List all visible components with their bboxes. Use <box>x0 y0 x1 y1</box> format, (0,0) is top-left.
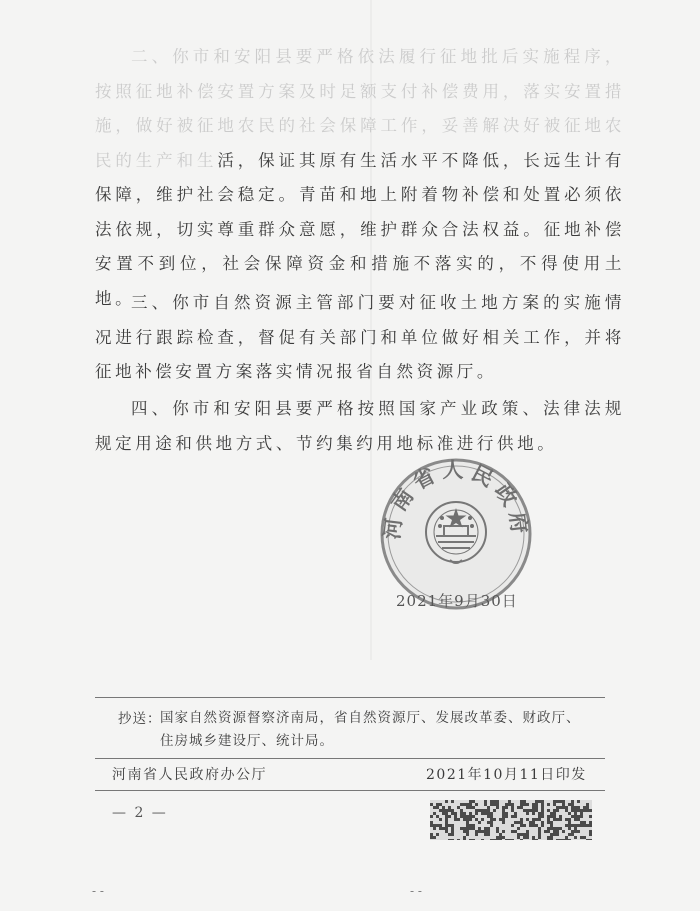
signature-date: 2021年9月30日 <box>396 592 518 610</box>
paragraph-two-text: 活，保证其原有生活水平不降低，长远生计有保障，维护社会稳定。青苗和地上附着物补偿和处置必须依法依规，切实尊重群众意愿，维护群众合法权益。征地补偿安置不到位，社会保障资金和措施不落实的，不得使用土地。 <box>95 150 625 308</box>
paragraph-four: 四、你市和安阳县要严格按照国家产业政策、法律法规规定用途和供地方式、节约集约用地标准进行供地。 <box>95 399 625 453</box>
paragraph-three: 三、你市自然资源主管部门要对征收土地方案的实施情况进行跟踪检查，督促有关部门和单位做好相关工作，并将征地补偿安置方案落实情况报省自然资源厅。 <box>95 293 625 381</box>
paragraph-two <box>95 40 625 316</box>
footer-rule-middle <box>95 758 605 759</box>
paragraph-two-faded-text: 二、你市和安阳县要严格依法履行征地批后实施程序，按照征地补偿安置方案及时足额支付补偿费用，落实安置措施，做好被征地农民的社会保障工作，妥善解决好被征地农民的生产和生 <box>95 47 625 170</box>
seal-text: 河南省人民政府 <box>378 457 534 541</box>
issuing-office: 河南省人民政府办公厅 <box>112 767 267 783</box>
footer-rule-top <box>95 697 605 698</box>
scan-mark-right: - - <box>410 884 422 898</box>
barcode-image <box>430 800 592 840</box>
footer-rule-bottom <box>95 790 605 791</box>
cc-label: 抄送： <box>118 711 162 727</box>
page-number: — 2 — <box>112 805 168 821</box>
cc-recipients: 国家自然资源督察济南局，省自然资源厅、发展改革委、财政厅、住房城乡建设厅、统计局。 <box>160 710 581 749</box>
scan-mark-left: - - <box>92 884 104 898</box>
print-date: 2021年10月11日印发 <box>426 767 587 783</box>
official-seal <box>378 456 534 612</box>
